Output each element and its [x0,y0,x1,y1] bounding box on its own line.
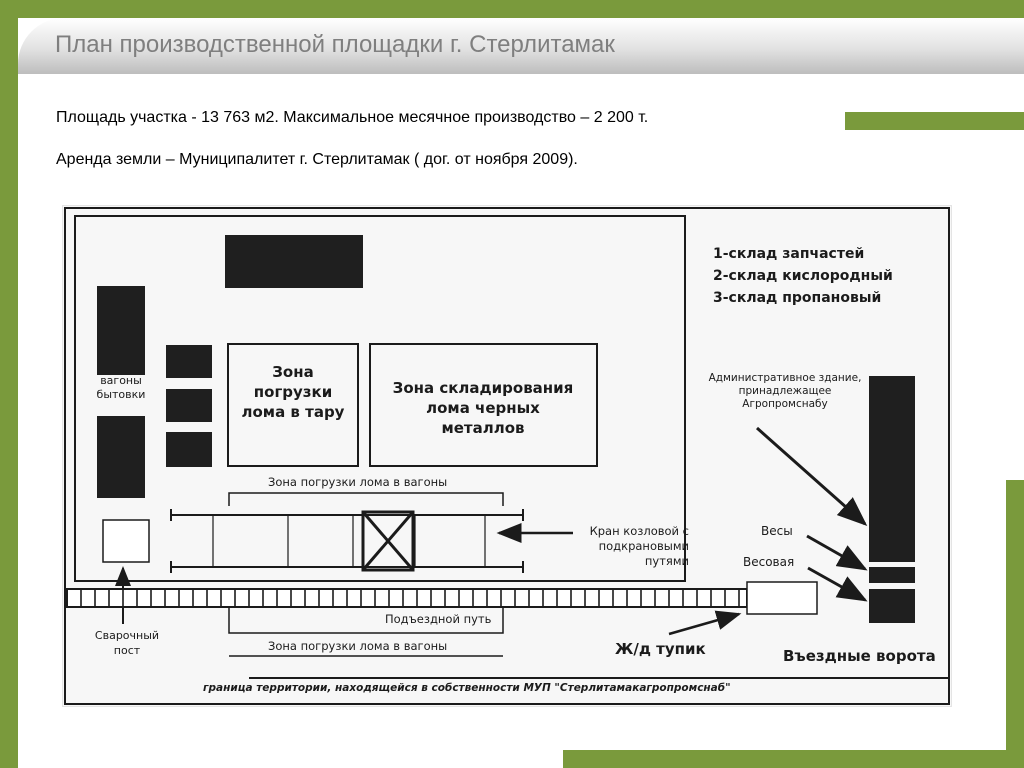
wagon-block-bottom [97,416,145,498]
crane-label: Кран козловой с подкрановыми путями [589,524,689,568]
rail-deadend-label: Ж/д тупик [615,640,706,658]
legend-item-2: 2-склад кислородный [713,268,893,284]
legend-item-3: 3-склад пропановый [713,290,882,306]
wagons-label: вагоны бытовки [96,374,146,401]
slide-title: План производственной площадки г. Стерлитамак [55,31,615,58]
admin-building-label: Административное здание, принадлежащее Агропромснабу [708,372,862,410]
rail-deadend-arrow [669,614,739,634]
bottom-right-green-bar [1006,480,1024,768]
welding-post-box [103,520,149,562]
main-building-block [225,235,363,288]
scales-label: Весы [761,524,793,538]
warehouse-3-block [166,432,212,467]
admin-building-block [869,376,915,562]
zone-wagons-bottom-label: Зона погрузки лома в вагоны [268,639,448,653]
scales-arrow [807,536,865,569]
wagon-block-top [97,286,145,375]
right-green-strip [845,112,1024,130]
top-green-bar [0,0,1024,18]
weighing-label: Весовая [743,555,795,569]
crane-track-box [213,515,485,567]
warehouse-1-block [166,345,212,378]
lease-info-text: Аренда земли – Муниципалитет г. Стерлитамак ( дог. от ноября 2009). [56,151,578,168]
entrance-gate-label: Въездные ворота [783,647,936,665]
scales-block [869,567,915,583]
railway-track [67,589,747,607]
admin-arrow [757,428,865,524]
access-track-label: Подъездной путь [385,612,492,626]
boundary-label: граница территории, находящейся в собственности МУП "Стерлитамакагропромснаб" [203,682,731,694]
zone-wagons-top-label: Зона погрузки лома в вагоны [268,475,448,489]
welding-post-label: Сварочный пост [94,629,160,657]
left-green-bar [0,0,18,768]
weighing-house-box [747,582,817,614]
entrance-block [869,589,915,623]
warehouse-2-block [166,389,212,422]
legend-item-1: 1-склад запчастей [713,246,865,262]
wagon-zone-top-bracket [229,493,503,506]
bottom-green-strip [563,750,1024,768]
area-info-text: Площадь участка - 13 763 м2. Максимальное месячное производство – 2 200 т. [56,109,649,126]
zone-storage-label: Зона складирования лома черных металлов [392,379,574,437]
zone-loading-tare-label: Зона погрузки лома в тару [241,363,345,421]
site-plan-diagram [62,205,952,707]
